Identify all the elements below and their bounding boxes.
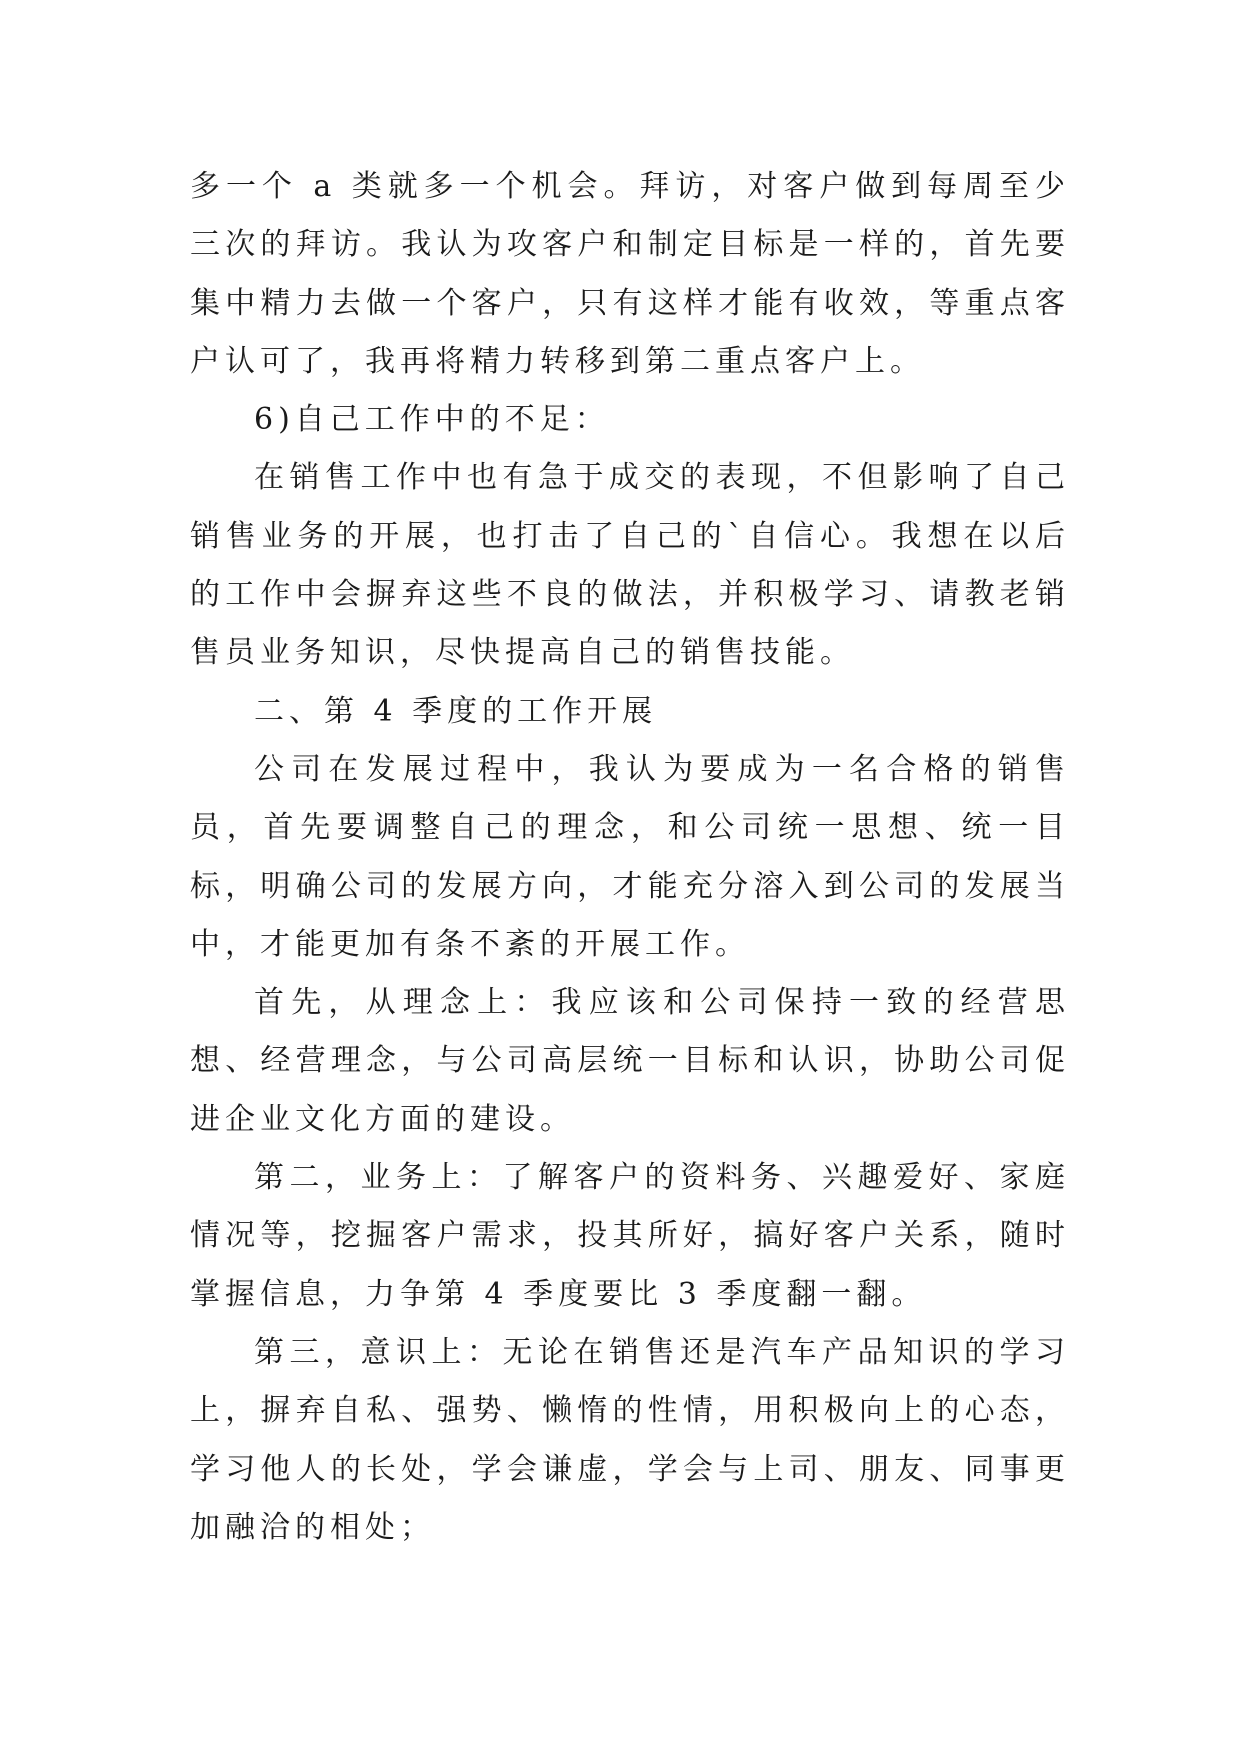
heading-q4-work: 二、第 4 季度的工作开展 [254,693,658,729]
paragraph-client-visits: 多一个 a 类就多一个机会。拜访，对客户做到每周至少三次的拜访。我认为攻客户和制定目标是一样的，首先要集中精力去做一个客户，只有这样才能有收效，等重点客户认可了，我再将精力转移到第二重点客户上。 [190,169,1070,379]
paragraph-company-development: 公司在发展过程中，我认为要成为一名合格的销售员，首先要调整自己的理念，和公司统一思想、统一目标，明确公司的发展方向，才能充分溶入到公司的发展当中，才能更加有条不紊的开展工作。 [190,751,1070,962]
paragraph-business: 第二，业务上：了解客户的资料务、兴趣爱好、家庭情况等，挖掘客户需求，投其所好，搞好客户关系，随时掌握信息，力争第 4 季度要比 3 季度翻一翻。 [190,1160,1070,1312]
document-body [190,158,1070,1557]
heading-shortcomings: 6)自己工作中的不足： [254,402,610,438]
paragraph-shortcomings: 在销售工作中也有急于成交的表现，不但影响了自己销售业务的开展，也打击了自己的`自信心。我想在以后的工作中会摒弃这些不良的做法，并积极学习、请教老销售员业务知识，尽快提高自己的销售技能。 [190,460,1070,671]
paragraph-concept: 首先，从理念上：我应该和公司保持一致的经营思想、经营理念，与公司高层统一目标和认识，协助公司促进企业文化方面的建设。 [190,985,1070,1137]
paragraph-awareness: 第三，意识上：无论在销售还是汽车产品知识的学习上，摒弃自私、强势、懒惰的性情，用积极向上的心态，学习他人的长处，学会谦虚，学会与上司、朋友、同事更加融洽的相处； [190,1334,1070,1545]
